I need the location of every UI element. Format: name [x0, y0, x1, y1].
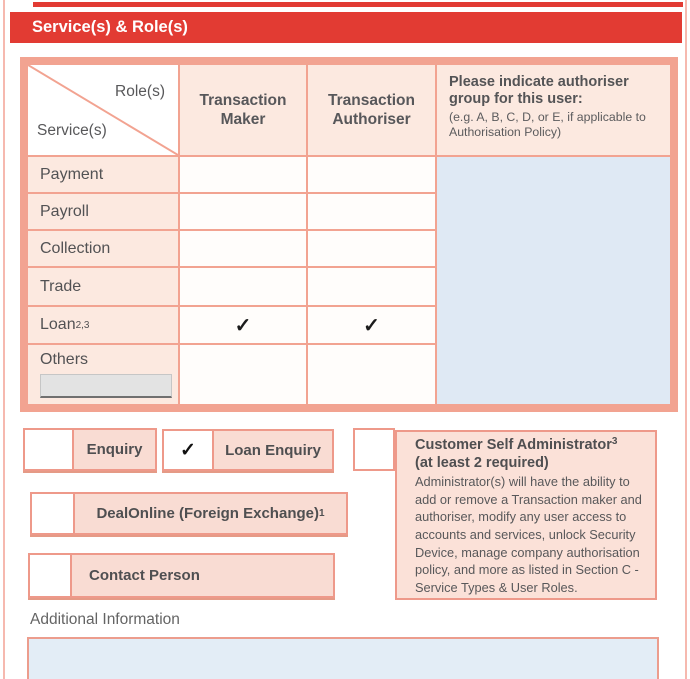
others-maker-cell[interactable] — [180, 345, 306, 404]
csa-subtitle: (at least 2 required) — [415, 454, 549, 471]
service-row-label-loan: Loan 2,3 — [28, 307, 178, 343]
payroll-authoriser-cell[interactable] — [308, 194, 435, 229]
others-authoriser-cell[interactable] — [308, 345, 435, 404]
service-row-label-payroll: Payroll — [28, 194, 178, 229]
enquiry-card — [23, 428, 157, 471]
service-row-label-collection: Collection — [28, 231, 178, 266]
diagonal-divider — [28, 65, 178, 155]
enquiry-checkbox[interactable] — [25, 430, 74, 469]
dealonline-checkbox[interactable] — [32, 494, 75, 533]
others-service-input[interactable] — [40, 374, 172, 398]
collection-authoriser-cell[interactable] — [308, 231, 435, 266]
section-title: Service(s) & Role(s) — [10, 12, 682, 43]
service-row-label-others: Others — [28, 345, 178, 404]
corner-label-roles: Role(s) — [115, 83, 165, 100]
loan-enquiry-card — [162, 429, 334, 471]
customer-self-administrator-card — [395, 430, 657, 600]
payment-authoriser-cell[interactable] — [308, 157, 435, 192]
collection-maker-cell[interactable] — [180, 231, 306, 266]
loan-authoriser-cell[interactable]: ✓ — [308, 307, 435, 343]
csa-title: Customer Self Administrator$^3$ — [415, 436, 618, 453]
additional-information-input[interactable] — [27, 637, 659, 679]
contact-person-label: Contact Person — [89, 567, 200, 584]
column-header-transaction-authoriser: Transaction Authoriser — [308, 65, 435, 155]
page-border-right — [685, 0, 687, 679]
service-row-label-trade: Trade — [28, 268, 178, 305]
service-row-label-payment: Payment — [28, 157, 178, 192]
authoriser-group-title: Please indicate authoriser group for this user: — [449, 74, 629, 108]
authoriser-group-subtitle: (e.g. A, B, C, D, or E, if applicable to Authorisation Policy) — [449, 109, 646, 139]
customer-self-administrator-checkbox[interactable] — [353, 428, 395, 471]
services-roles-table — [20, 57, 678, 412]
previous-section-edge — [33, 2, 683, 7]
csa-description: Administrator(s) will have the ability to add or remove a Transaction maker and authoriser, modify any user access to accounts and services, unlock Security Device, manage company authorisation policy, and more as listed in Section C - Service Types & User Roles. — [415, 474, 642, 595]
page-border-left — [3, 0, 5, 679]
loan-enquiry-label: Loan Enquiry — [225, 441, 321, 459]
enquiry-label: Enquiry — [86, 441, 143, 458]
additional-information-label: Additional Information — [30, 611, 180, 628]
payment-maker-cell[interactable] — [180, 157, 306, 192]
corner-label-services: Service(s) — [37, 122, 107, 139]
contact-person-card — [28, 553, 335, 598]
column-header-transaction-maker: Transaction Maker — [180, 65, 306, 155]
corner-cell-roles-services — [28, 65, 178, 155]
loan-maker-cell[interactable]: ✓ — [180, 307, 306, 343]
loan-enquiry-checkbox[interactable]: ✓ — [164, 431, 214, 469]
dealonline-card — [30, 492, 348, 535]
authoriser-group-input-area[interactable] — [437, 157, 670, 404]
trade-authoriser-cell[interactable] — [308, 268, 435, 305]
payroll-maker-cell[interactable] — [180, 194, 306, 229]
column-header-authoriser-group — [437, 65, 670, 155]
trade-maker-cell[interactable] — [180, 268, 306, 305]
dealonline-label: DealOnline (Foreign Exchange) 1 — [96, 505, 325, 522]
contact-person-checkbox[interactable] — [30, 555, 72, 596]
